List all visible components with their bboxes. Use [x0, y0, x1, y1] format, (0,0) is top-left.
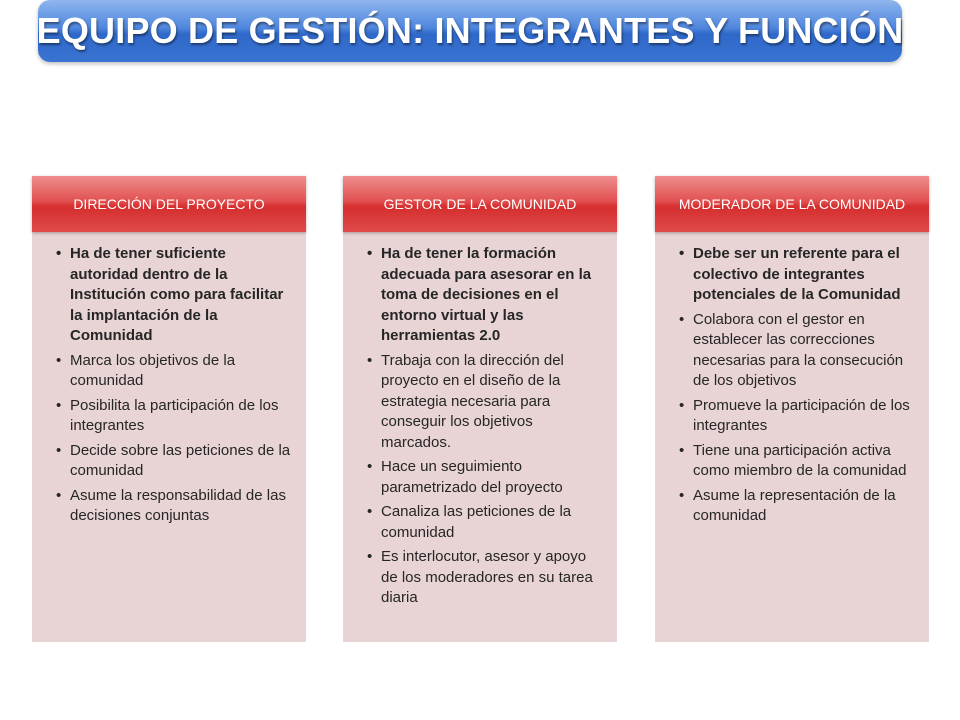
list-item: • Hace un seguimiento parametrizado del proyecto — [367, 457, 603, 498]
list-item: • Ha de tener suficiente autoridad dentro de la Institución como para facilitar la implantación de la Comunidad — [56, 244, 292, 347]
column-moderador — [655, 176, 929, 642]
title-banner — [38, 0, 902, 62]
column-direccion — [32, 176, 306, 642]
list-item: • Canaliza las peticiones de la comunidad — [367, 502, 603, 543]
list-item: • Decide sobre las peticiones de la comunidad — [56, 441, 292, 482]
column-header-label: DIRECCIÓN DEL PROYECTO — [73, 196, 265, 212]
column-header-label: GESTOR DE LA COMUNIDAD — [383, 196, 577, 212]
list-item: • Trabaja con la dirección del proyecto en el diseño de la estrategia necesaria para conseguir los objetivos marcados. — [367, 351, 603, 454]
bullet-list — [679, 244, 915, 527]
column-body — [32, 230, 306, 642]
list-item: • Tiene una participación activa como miembro de la comunidad — [679, 441, 915, 482]
column-gestor — [343, 176, 617, 642]
list-item: • Posibilita la participación de los integrantes — [56, 396, 292, 437]
list-item: • Es interlocutor, asesor y apoyo de los moderadores en su tarea diaria — [367, 547, 603, 609]
bullet-list — [367, 244, 603, 609]
list-item: • Asume la responsabilidad de las decisiones conjuntas — [56, 486, 292, 527]
list-item: • Marca los objetivos de la comunidad — [56, 351, 292, 392]
list-item: • Ha de tener la formación adecuada para asesorar en la toma de decisiones en el entorno virtual y las herramientas 2.0 — [367, 244, 603, 347]
page-title: EQUIPO DE GESTIÓN: INTEGRANTES Y FUNCIÓN — [36, 10, 904, 51]
column-body — [655, 230, 929, 642]
column-header-label: MODERADOR DE LA COMUNIDAD — [678, 196, 906, 212]
list-item: • Asume la representación de la comunidad — [679, 486, 915, 527]
list-item: • Colabora con el gestor en establecer las correcciones necesarias para la consecución de los objetivos — [679, 310, 915, 392]
bullet-list — [56, 244, 292, 527]
list-item: • Promueve la participación de los integrantes — [679, 396, 915, 437]
column-header — [655, 176, 929, 232]
column-body — [343, 230, 617, 642]
column-header — [32, 176, 306, 232]
column-header — [343, 176, 617, 232]
list-item: • Debe ser un referente para el colectivo de integrantes potenciales de la Comunidad — [679, 244, 915, 306]
